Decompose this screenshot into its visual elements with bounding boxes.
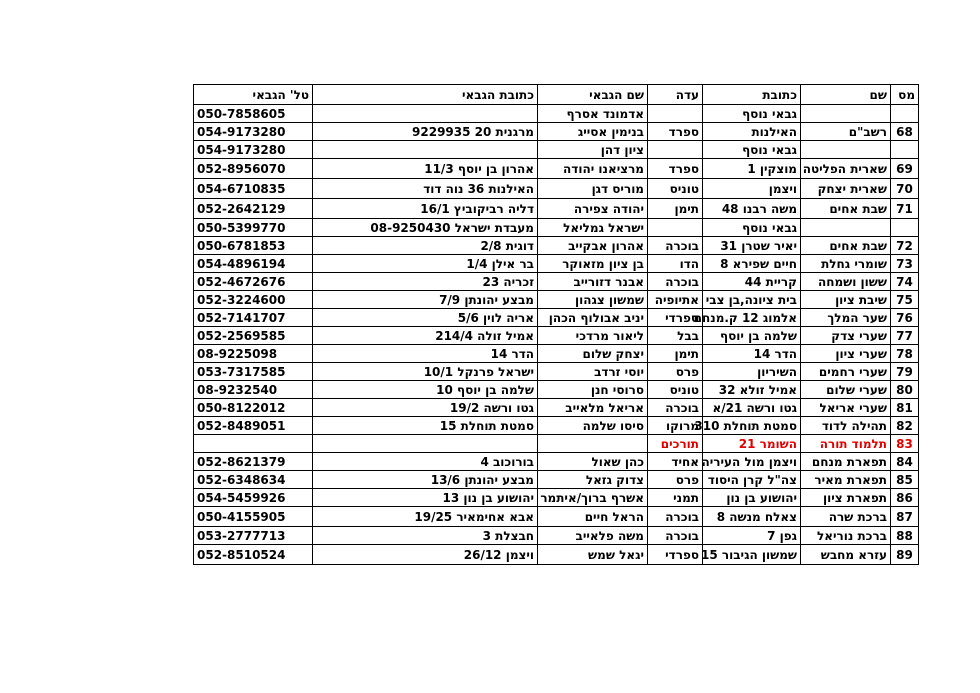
cell-num: 85 [891, 471, 919, 489]
cell-gabbai-phone: 052-2642129 [194, 199, 313, 219]
cell-address: הדר 14 [703, 345, 801, 363]
cell-num: 86 [891, 489, 919, 507]
table-row [194, 399, 919, 417]
cell-gabbai-phone: 08-9232540 [194, 381, 313, 399]
cell-community [648, 219, 703, 237]
table-row [194, 255, 919, 273]
cell-name: שבת אחים [801, 237, 891, 255]
cell-num [891, 219, 919, 237]
cell-community: מרוקו [648, 417, 703, 435]
cell-gabbai-name: כהן שאול [538, 453, 648, 471]
cell-gabbai-name: יניב אבולוף הכהן [538, 309, 648, 327]
cell-gabbai-address [313, 141, 538, 159]
cell-name: שבת אחים [801, 199, 891, 219]
cell-address: ויצמן [703, 179, 801, 199]
cell-name: שיבת ציון [801, 291, 891, 309]
cell-address: סמטת תוחלת 310 [703, 417, 801, 435]
cell-community: בוכרה [648, 237, 703, 255]
table-row [194, 345, 919, 363]
cell-community: פרס [648, 471, 703, 489]
cell-gabbai-address: בורוכוב 4 [313, 453, 538, 471]
cell-address: השיריון [703, 363, 801, 381]
cell-name: תפארת מאיר [801, 471, 891, 489]
cell-gabbai-address: אריה לוין 5/6 [313, 309, 538, 327]
cell-gabbai-name: יהודה צפירה [538, 199, 648, 219]
cell-gabbai-address: ישראל פרנקל 10/1 [313, 363, 538, 381]
table-row [194, 453, 919, 471]
cell-gabbai-name [538, 435, 648, 453]
cell-gabbai-address: גטו ורשה 19/2 [313, 399, 538, 417]
cell-gabbai-phone: 054-9173280 [194, 123, 313, 141]
cell-gabbai-address: מרגנית 20 9229935 [313, 123, 538, 141]
table-row [194, 159, 919, 179]
cell-community: בבל [648, 327, 703, 345]
cell-name: תלמוד תורה [801, 435, 891, 453]
cell-gabbai-phone: 052-8489051 [194, 417, 313, 435]
cell-community: הדו [648, 255, 703, 273]
cell-gabbai-address: שלמה בן יוסף 10 [313, 381, 538, 399]
cell-num: 72 [891, 237, 919, 255]
cell-community: בוכרה [648, 507, 703, 527]
table-row [194, 179, 919, 199]
cell-name [801, 105, 891, 123]
cell-community: תימן [648, 345, 703, 363]
cell-gabbai-address: בר אילן 1/4 [313, 255, 538, 273]
cell-gabbai-name: יצחק שלום [538, 345, 648, 363]
header-gabbai-name: שם הגבאי [538, 85, 648, 105]
cell-gabbai-phone: 054-4896194 [194, 255, 313, 273]
cell-name: שערי שלום [801, 381, 891, 399]
header-name: שם [801, 85, 891, 105]
cell-address: האילנות [703, 123, 801, 141]
cell-gabbai-address [313, 435, 538, 453]
cell-gabbai-name: בנימין אסייג [538, 123, 648, 141]
cell-name [801, 219, 891, 237]
header-community: עדה [648, 85, 703, 105]
cell-num: 69 [891, 159, 919, 179]
cell-num: 87 [891, 507, 919, 527]
table-row [194, 273, 919, 291]
cell-community [648, 105, 703, 123]
cell-num: 78 [891, 345, 919, 363]
cell-gabbai-address: אמיל זולה 214/4 [313, 327, 538, 345]
table-row [194, 545, 919, 565]
cell-gabbai-address: האילנות 36 נוה דוד [313, 179, 538, 199]
cell-gabbai-phone: 050-7858605 [194, 105, 313, 123]
cell-gabbai-name: משה פלאייב [538, 527, 648, 545]
cell-gabbai-phone: 052-3224600 [194, 291, 313, 309]
cell-community: ספרדי [648, 545, 703, 565]
cell-gabbai-phone: 050-4155905 [194, 507, 313, 527]
cell-address: יהושוע בן נון [703, 489, 801, 507]
cell-name: שער המלך [801, 309, 891, 327]
cell-name: ברכת נוריאל [801, 527, 891, 545]
cell-address: חיים שפירא 8 [703, 255, 801, 273]
cell-address: גבאי נוסף [703, 141, 801, 159]
cell-address: אלמוג 12 ק.מנחם [703, 309, 801, 327]
cell-address: שמשון הגיבור 15 [703, 545, 801, 565]
cell-num: 68 [891, 123, 919, 141]
cell-gabbai-name: ציון דהן [538, 141, 648, 159]
cell-num [891, 141, 919, 159]
cell-community: בוכרה [648, 399, 703, 417]
cell-address: צאלח מנשה 8 [703, 507, 801, 527]
cell-gabbai-address: מעבדת ישראל 08-9250430 [313, 219, 538, 237]
cell-gabbai-name: אדמונד אסרף [538, 105, 648, 123]
cell-gabbai-name: אבנר דזורייב [538, 273, 648, 291]
cell-gabbai-address: מבצע יהונתן 13/6 [313, 471, 538, 489]
cell-num [891, 105, 919, 123]
cell-gabbai-name: מוריס דגן [538, 179, 648, 199]
cell-address: יאיר שטרן 31 [703, 237, 801, 255]
cell-num: 89 [891, 545, 919, 565]
cell-num: 81 [891, 399, 919, 417]
table-row [194, 435, 919, 453]
cell-gabbai-phone: 052-8621379 [194, 453, 313, 471]
cell-gabbai-name: ישראל גמליאל [538, 219, 648, 237]
cell-name: תהילה לדוד [801, 417, 891, 435]
table-row [194, 141, 919, 159]
table-row [194, 309, 919, 327]
cell-gabbai-name: הראל חיים [538, 507, 648, 527]
header-address: כתובת [703, 85, 801, 105]
cell-address: השומר 21 [703, 435, 801, 453]
cell-community [648, 141, 703, 159]
cell-num: 71 [891, 199, 919, 219]
table-row [194, 123, 919, 141]
cell-address: צה"ל קרן היסוד [703, 471, 801, 489]
cell-address: אמיל זולא 32 [703, 381, 801, 399]
cell-num: 80 [891, 381, 919, 399]
cell-name: תפארת ציון [801, 489, 891, 507]
cell-name: ששון ושמחה [801, 273, 891, 291]
cell-num: 74 [891, 273, 919, 291]
cell-gabbai-name: סרוסי חנן [538, 381, 648, 399]
cell-gabbai-name: יגאל שמש [538, 545, 648, 565]
cell-num: 79 [891, 363, 919, 381]
cell-community: תימן [648, 199, 703, 219]
cell-community: פרס [648, 363, 703, 381]
cell-gabbai-phone: 054-6710835 [194, 179, 313, 199]
cell-community: טוניס [648, 381, 703, 399]
cell-name: שערי רחמים [801, 363, 891, 381]
table-row [194, 527, 919, 545]
cell-name: שומרי גחלת [801, 255, 891, 273]
cell-address: שלמה בן יוסף [703, 327, 801, 345]
cell-name: עזרא מחבש [801, 545, 891, 565]
table-row [194, 105, 919, 123]
table-row [194, 507, 919, 527]
cell-gabbai-address: דוגית 2/8 [313, 237, 538, 255]
table-row [194, 381, 919, 399]
table-row [194, 219, 919, 237]
cell-name: תפארת מנחם [801, 453, 891, 471]
table-row [194, 363, 919, 381]
cell-address: קריית 44 [703, 273, 801, 291]
cell-num: 70 [891, 179, 919, 199]
cell-community: תמני [648, 489, 703, 507]
cell-address: גבאי נוסף [703, 219, 801, 237]
cell-gabbai-name: בן ציון מזאוקר [538, 255, 648, 273]
cell-num: 76 [891, 309, 919, 327]
cell-gabbai-name: סיסו שלמה [538, 417, 648, 435]
cell-community: טוניס [648, 179, 703, 199]
cell-gabbai-phone: 054-5459926 [194, 489, 313, 507]
cell-name: ברכת שרה [801, 507, 891, 527]
cell-gabbai-phone: 052-7141707 [194, 309, 313, 327]
cell-num: 84 [891, 453, 919, 471]
cell-address: ויצמן מול העיריה [703, 453, 801, 471]
cell-community: אחיד [648, 453, 703, 471]
cell-community: אתיופיה [648, 291, 703, 309]
cell-address: גבאי נוסף [703, 105, 801, 123]
cell-community: ספרד [648, 159, 703, 179]
cell-address: מוצקין 1 [703, 159, 801, 179]
table-row [194, 417, 919, 435]
cell-community: תורכים [648, 435, 703, 453]
cell-gabbai-name: צדוק גזאל [538, 471, 648, 489]
cell-gabbai-phone: 052-8956070 [194, 159, 313, 179]
cell-community: בוכרה [648, 527, 703, 545]
cell-gabbai-name: מרציאנו יהודה [538, 159, 648, 179]
cell-address: גפן 7 [703, 527, 801, 545]
cell-gabbai-phone: 050-5399770 [194, 219, 313, 237]
cell-gabbai-phone: 054-9173280 [194, 141, 313, 159]
cell-num: 82 [891, 417, 919, 435]
synagogue-table [193, 84, 919, 565]
cell-name: שארית יצחק [801, 179, 891, 199]
cell-gabbai-address: דליה רביקוביץ 16/1 [313, 199, 538, 219]
cell-gabbai-phone: 053-2777713 [194, 527, 313, 545]
cell-num: 77 [891, 327, 919, 345]
cell-gabbai-phone: 052-2569585 [194, 327, 313, 345]
table-row [194, 489, 919, 507]
table-body [194, 105, 919, 565]
cell-gabbai-name: ליאור מרדכי [538, 327, 648, 345]
cell-address: גטו ורשה 21/א [703, 399, 801, 417]
table-row [194, 291, 919, 309]
cell-gabbai-phone: 053-7317585 [194, 363, 313, 381]
cell-gabbai-phone [194, 435, 313, 453]
cell-gabbai-address: אהרון בן יוסף 11/3 [313, 159, 538, 179]
cell-gabbai-phone: 052-8510524 [194, 545, 313, 565]
cell-gabbai-name: יוסי זרדב [538, 363, 648, 381]
cell-community: בוכרה [648, 273, 703, 291]
cell-community: ספרדי [648, 309, 703, 327]
cell-gabbai-phone: 052-4672676 [194, 273, 313, 291]
cell-gabbai-address: סמטת תוחלת 15 [313, 417, 538, 435]
cell-num: 75 [891, 291, 919, 309]
cell-gabbai-name: אהרון אבקייב [538, 237, 648, 255]
cell-gabbai-address: הדר 14 [313, 345, 538, 363]
cell-gabbai-address: יהושוע בן נון 13 [313, 489, 538, 507]
cell-num: 83 [891, 435, 919, 453]
cell-gabbai-phone: 050-8122012 [194, 399, 313, 417]
cell-name: שערי צדק [801, 327, 891, 345]
header-row [194, 85, 919, 105]
cell-address: בית ציונה,בן צבי [703, 291, 801, 309]
table-row [194, 237, 919, 255]
cell-name: רשב"ם [801, 123, 891, 141]
header-gabbai-address: כתובת הגבאי [313, 85, 538, 105]
table-row [194, 199, 919, 219]
cell-name: שערי אריאל [801, 399, 891, 417]
header-gabbai-phone: טל' הגבאי [194, 85, 313, 105]
cell-gabbai-phone: 052-6348634 [194, 471, 313, 489]
cell-gabbai-address: מבצע יהונתן 7/9 [313, 291, 538, 309]
cell-gabbai-address: אבא אחימאיר 19/25 [313, 507, 538, 527]
cell-gabbai-address [313, 105, 538, 123]
cell-community: ספרד [648, 123, 703, 141]
cell-name: שארית הפליטה [801, 159, 891, 179]
header-num: מס [891, 85, 919, 105]
cell-name: שערי ציון [801, 345, 891, 363]
table-row [194, 471, 919, 489]
cell-num: 88 [891, 527, 919, 545]
cell-num: 73 [891, 255, 919, 273]
cell-gabbai-name: אריאל מלאייב [538, 399, 648, 417]
cell-gabbai-name: אשרף ברוך/איתמר [538, 489, 648, 507]
cell-gabbai-address: ויצמן 26/12 [313, 545, 538, 565]
cell-name [801, 141, 891, 159]
cell-gabbai-address: חבצלת 3 [313, 527, 538, 545]
cell-gabbai-phone: 08-9225098 [194, 345, 313, 363]
cell-gabbai-name: שמשון צגהון [538, 291, 648, 309]
cell-address: משה רבנו 48 [703, 199, 801, 219]
cell-gabbai-address: זכריה 23 [313, 273, 538, 291]
cell-gabbai-phone: 050-6781853 [194, 237, 313, 255]
table-row [194, 327, 919, 345]
